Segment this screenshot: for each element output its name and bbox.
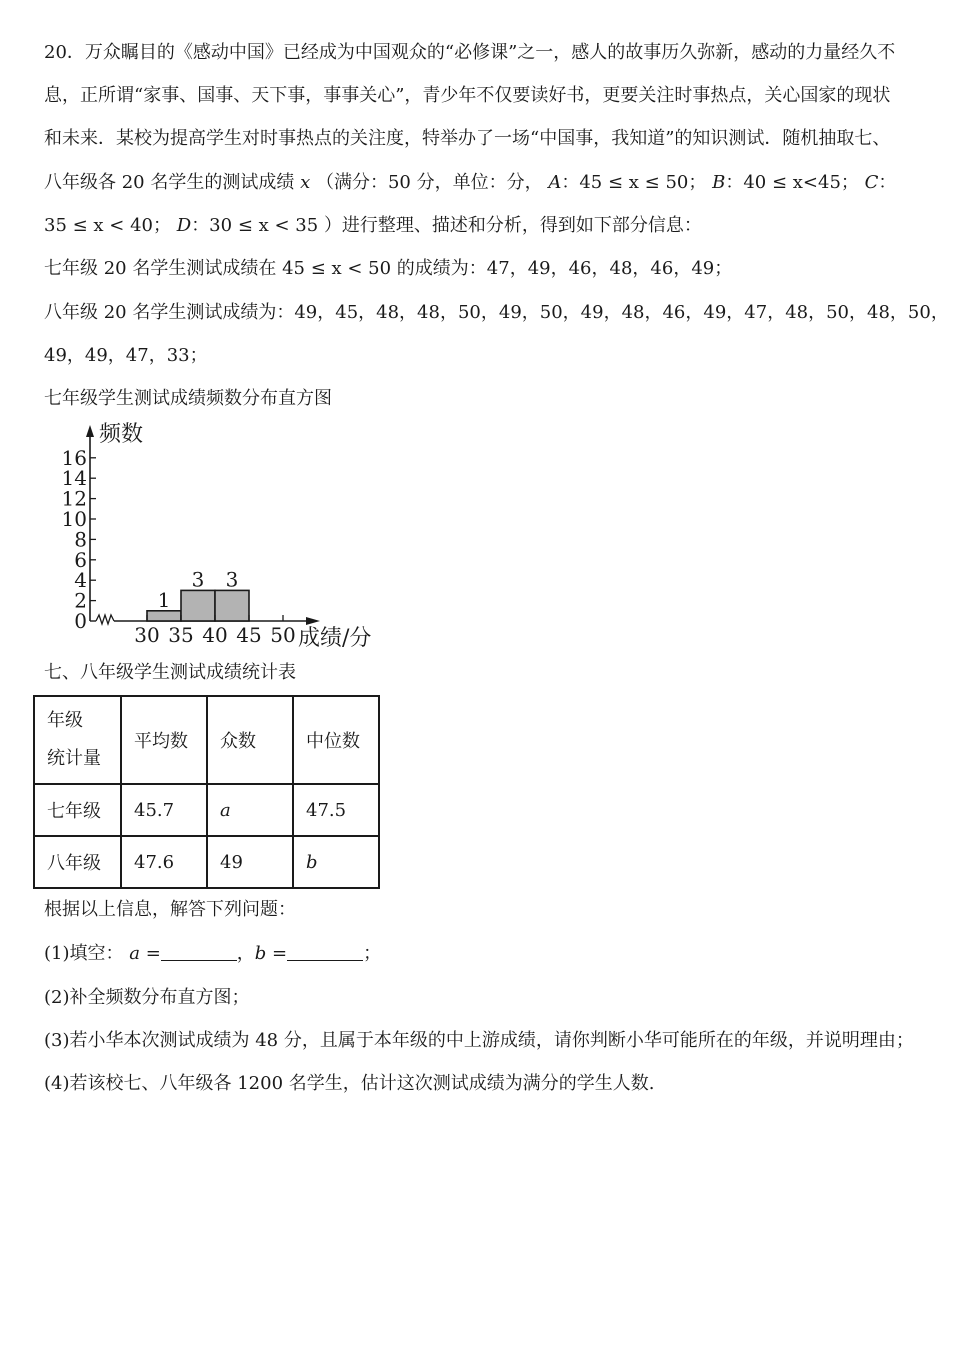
y-axis-arrow xyxy=(86,425,94,437)
q1-b-label: b = xyxy=(254,943,288,964)
question-2: (2)补全频数分布直方图； xyxy=(44,987,250,1008)
category-b-range: ：40 ≤ x<45； xyxy=(725,172,859,193)
q1-a-label: a = xyxy=(129,943,161,964)
category-a-label: A xyxy=(548,172,562,193)
x-tick-label: 35 xyxy=(168,623,194,647)
row-grade8-label: 八年级 xyxy=(34,836,121,888)
table-row xyxy=(34,836,379,888)
row-grade7-mean: 45.7 xyxy=(121,784,207,836)
stats-table xyxy=(33,695,380,889)
bar-label: 3 xyxy=(191,567,205,592)
histogram-chart xyxy=(40,415,400,655)
x-axis-break xyxy=(96,615,114,624)
y-tick-label: 4 xyxy=(74,568,87,593)
x-tick-label: 30 xyxy=(134,623,160,647)
y-tick-label: 8 xyxy=(74,527,87,552)
x-tick-label: 40 xyxy=(202,623,228,647)
table-row xyxy=(34,784,379,836)
grade8-data-line-1: 八年级 20 名学生测试成绩为：49，45，48，48，50，49，50，49，48，46，49，47，48，50，48，50， xyxy=(44,302,949,323)
y-tick-label: 14 xyxy=(61,466,87,491)
category-b-label: B xyxy=(712,172,726,193)
questions-intro: 根据以上信息，解答下列问题： xyxy=(44,899,296,920)
answer-blank-b[interactable] xyxy=(287,942,363,961)
question-3: (3)若小华本次测试成绩为 48 分，且属于本年级的中上游成绩，请你判断小华可能所在的年级，并说明理由； xyxy=(44,1030,914,1051)
q1-prefix: (1)填空： xyxy=(44,943,124,964)
question-1 xyxy=(44,942,381,966)
histogram-bar xyxy=(215,590,249,621)
question-4: (4)若该校七、八年级各 1200 名学生，估计这次测试成绩为满分的学生人数. xyxy=(44,1073,655,1094)
problem-line-1: 20．万众瞩目的《感动中国》已经成为中国观众的“必修课”之一，感人的故事历久弥新，感动的力量经久不 xyxy=(44,42,896,63)
line5-tail: ）进行整理、描述和分析，得到如下部分信息： xyxy=(323,215,702,236)
row-grade7-median: 47.5 xyxy=(293,784,379,836)
line4-text: 八年级各 20 名学生的测试成绩 xyxy=(44,172,295,193)
y-tick-label: 0 xyxy=(74,609,87,633)
header-statistic: 统计量 xyxy=(47,748,101,769)
bar-label: 3 xyxy=(225,567,239,592)
bar-label: 1 xyxy=(157,587,171,612)
category-c-label: C xyxy=(864,172,879,193)
histogram-bar xyxy=(147,611,181,621)
grade7-data-line: 七年级 20 名学生测试成绩在 45 ≤ x < 50 的成绩为：47，49，46，48，46，49； xyxy=(44,258,733,279)
problem-line-4 xyxy=(44,171,896,195)
row-grade8-median: b xyxy=(293,836,379,888)
line4-text-b: （满分：50 分，单位：分， xyxy=(315,172,543,193)
x-tick-label: 45 xyxy=(236,623,262,647)
table-header-row xyxy=(34,696,379,784)
y-tick-label: 16 xyxy=(61,445,87,470)
variable-x: x xyxy=(300,172,311,193)
category-c-range: 35 ≤ x < 40； xyxy=(44,215,172,236)
x-tick-label: 50 xyxy=(270,623,296,647)
problem-line-3: 和未来．某校为提高学生对时事热点的关注度，特举办了一场“中国事，我知道”的知识测试．随机抽取七、 xyxy=(44,128,891,149)
header-mean: 平均数 xyxy=(121,696,207,784)
header-median: 中位数 xyxy=(293,696,379,784)
y-tick-label: 10 xyxy=(61,507,87,531)
header-grade: 年级 xyxy=(47,710,83,731)
category-a-range: ：45 ≤ x ≤ 50； xyxy=(561,172,707,193)
histogram-bar xyxy=(181,590,215,621)
problem-line-5 xyxy=(44,214,702,238)
category-d-label: D xyxy=(176,215,192,236)
y-tick-label: 12 xyxy=(61,486,87,511)
q1-end: ； xyxy=(363,943,382,964)
y-tick-label: 2 xyxy=(74,588,87,613)
x-axis-arrow xyxy=(306,617,320,625)
q1-comma: ， xyxy=(236,943,255,964)
grade8-data-line-2: 49，49，47，33； xyxy=(44,345,208,366)
table-caption: 七、八年级学生测试成绩统计表 xyxy=(44,662,296,683)
category-c-colon: ： xyxy=(878,172,897,193)
header-diagonal-cell xyxy=(34,696,121,784)
row-grade7-label: 七年级 xyxy=(34,784,121,836)
problem-line-2: 息，正所谓“家事、国事、天下事，事事关心”，青少年不仅要读好书，更要关注时事热点，关心国家的现状 xyxy=(44,85,891,106)
row-grade7-mode: a xyxy=(207,784,293,836)
y-axis-label: 频数 xyxy=(99,422,144,447)
category-d-range: ：30 ≤ x < 35 xyxy=(191,215,319,236)
histogram-caption: 七年级学生测试成绩频数分布直方图 xyxy=(44,388,332,409)
answer-blank-a[interactable] xyxy=(161,942,237,961)
x-axis-label: 成绩/分 xyxy=(298,626,372,651)
row-grade8-mode: 49 xyxy=(207,836,293,888)
y-tick-label: 6 xyxy=(74,547,87,572)
row-grade8-mean: 47.6 xyxy=(121,836,207,888)
header-mode: 众数 xyxy=(207,696,293,784)
